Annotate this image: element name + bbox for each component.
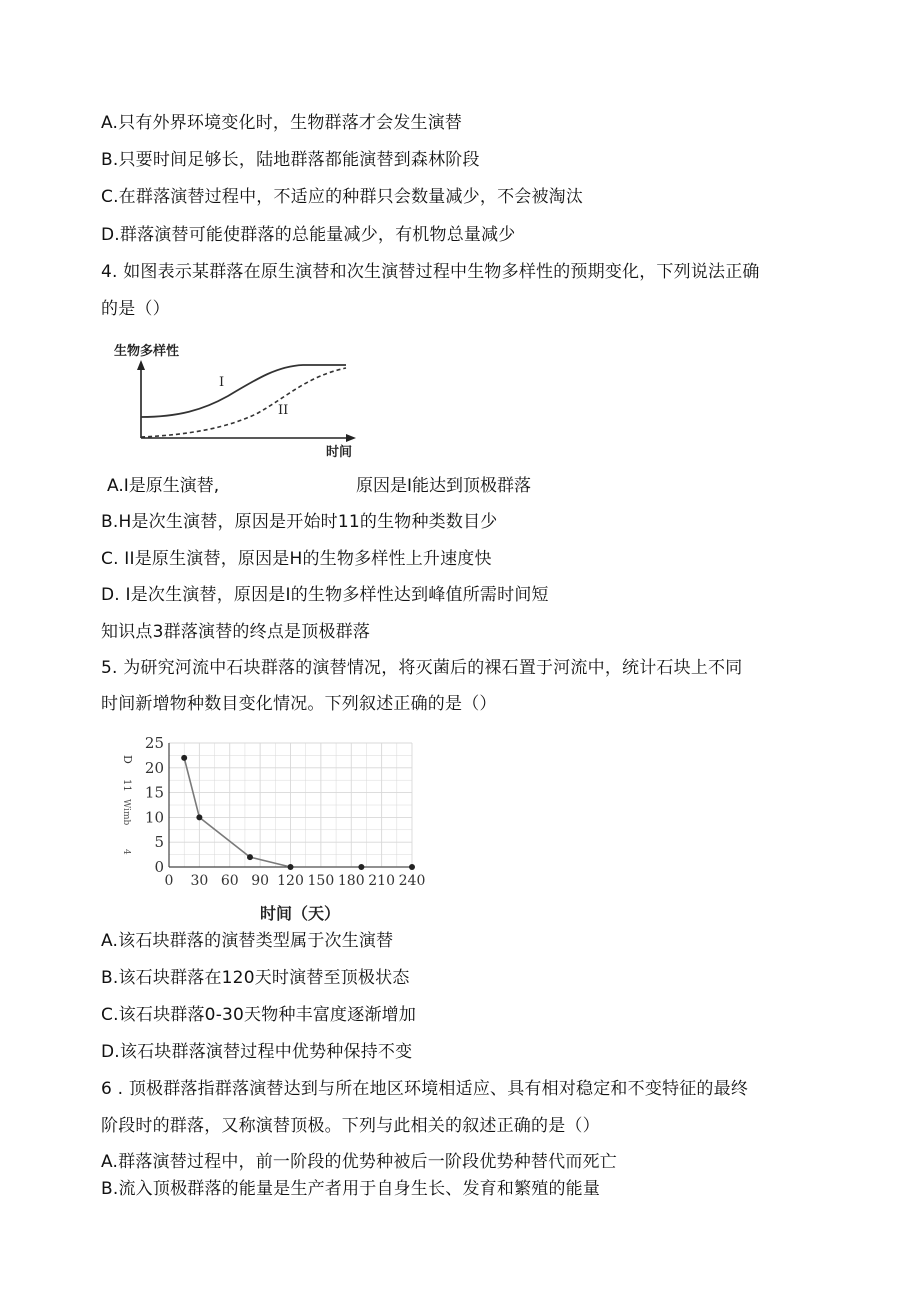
y-tick-label: 15 xyxy=(144,783,164,802)
q6-option-a: A.群落演替过程中，前一阶段的优势种被后一阶段优势种替代而死亡 xyxy=(101,1152,617,1172)
q4-y-arrow xyxy=(137,360,145,370)
ylabel-fragment-d: D xyxy=(121,755,134,764)
data-point xyxy=(409,864,415,870)
q4-diversity-figure xyxy=(108,338,366,462)
q3-option-b: B.只要时间足够长，陆地群落都能演替到森林阶段 xyxy=(101,150,480,170)
data-point xyxy=(288,864,294,870)
y-tick-label: 20 xyxy=(144,758,164,777)
x-tick-label: 120 xyxy=(277,873,304,889)
data-point xyxy=(181,755,187,761)
q4-option-a-left: A.I是原生演替, xyxy=(107,476,220,496)
ylabel-fragment-11: 11 xyxy=(121,779,132,792)
q4-stem-line2: 的是（） xyxy=(101,299,170,319)
q6-option-b: B.流入顶极群落的能量是生产者用于自身生长、发育和繁殖的能量 xyxy=(101,1179,601,1199)
x-tick-label: 90 xyxy=(251,873,270,889)
y-tick-labels xyxy=(145,734,164,876)
q4-x-arrow xyxy=(346,434,356,442)
q5-option-c: C.该石块群落0-30天物种丰富度逐渐增加 xyxy=(101,1005,417,1025)
q4-curve-1 xyxy=(141,365,346,417)
y-tick-label: 10 xyxy=(144,808,164,827)
q5-stem-line2: 时间新增物种数目变化情况。下列叙述正确的是（） xyxy=(101,694,497,714)
ylabel-fragment-wimb: Wimb xyxy=(121,799,131,826)
data-point xyxy=(247,854,253,860)
x-tick-label: 180 xyxy=(337,873,365,889)
x-tick-label: 60 xyxy=(220,873,239,889)
q4-stem-line1: 4. 如图表示某群落在原生演替和次生演替过程中生物多样性的预期变化，下列说法正确 xyxy=(101,262,760,282)
x-tick-label: 240 xyxy=(398,873,426,889)
x-tick-label: 0 xyxy=(164,873,174,889)
q4-figure-xlabel: 时间 xyxy=(326,445,353,460)
q5-option-b: B.该石块群落在120天时演替至顶极状态 xyxy=(101,968,410,988)
q4-curve-1-label: I xyxy=(219,375,225,390)
chart-xlabel: 时间（天） xyxy=(259,904,341,923)
x-tick-labels xyxy=(165,873,426,889)
y-tick-label: 5 xyxy=(154,833,164,852)
data-point xyxy=(358,864,364,870)
x-tick-label: 30 xyxy=(190,873,209,889)
q4-option-c: C. II是原生演替，原因是H的生物多样性上升速度快 xyxy=(101,549,492,569)
y-tick-label: 0 xyxy=(154,858,164,876)
q5-stem-line1: 5. 为研究河流中石块群落的演替情况，将灭菌后的裸石置于河流中，统计石块上不同 xyxy=(101,658,743,678)
x-tick-label: 150 xyxy=(307,873,335,889)
q5-option-d: D.该石块群落演替过程中优势种保持不变 xyxy=(101,1042,413,1062)
q4-curve-2-label: II xyxy=(278,403,289,418)
q4-curve-2 xyxy=(141,368,346,437)
x-tick-label: 210 xyxy=(368,873,395,889)
q3-option-c: C.在群落演替过程中，不适应的种群只会数量减少，不会被淘汰 xyxy=(101,187,584,207)
ylabel-fragment-4: 4 xyxy=(121,849,131,855)
q5-species-chart xyxy=(112,733,432,925)
chart-grid xyxy=(169,743,412,867)
data-point xyxy=(196,814,202,820)
q6-stem-line2: 阶段时的群落，又称演替顶极。下列与此相关的叙述正确的是（） xyxy=(101,1116,600,1136)
q5-option-a: A.该石块群落的演替类型属于次生演替 xyxy=(101,931,394,951)
q3-option-a: A.只有外界环境变化时，生物群落才会发生演替 xyxy=(101,113,463,133)
q4-option-b: B.H是次生演替，原因是开始时11的生物种类数目少 xyxy=(101,512,498,532)
chart-series xyxy=(181,755,415,870)
q6-stem-line1: 6 . 顶极群落指群落演替达到与所在地区环境相适应、具有相对稳定和不变特征的最终 xyxy=(101,1079,749,1099)
q4-figure-ylabel: 生物多样性 xyxy=(114,344,180,359)
y-axis-label-fragments xyxy=(121,755,134,855)
q4-option-a-right: 原因是I能达到顶极群落 xyxy=(356,476,532,496)
q3-option-d: D.群落演替可能使群落的总能量减少，有机物总量减少 xyxy=(101,225,516,245)
series-line xyxy=(184,758,412,867)
knowledge-point-heading: 知识点3群落演替的终点是顶极群落 xyxy=(101,622,371,642)
y-tick-label: 25 xyxy=(144,734,164,752)
q4-option-d: D. I是次生演替，原因是I的生物多样性达到峰值所需时间短 xyxy=(101,585,549,605)
